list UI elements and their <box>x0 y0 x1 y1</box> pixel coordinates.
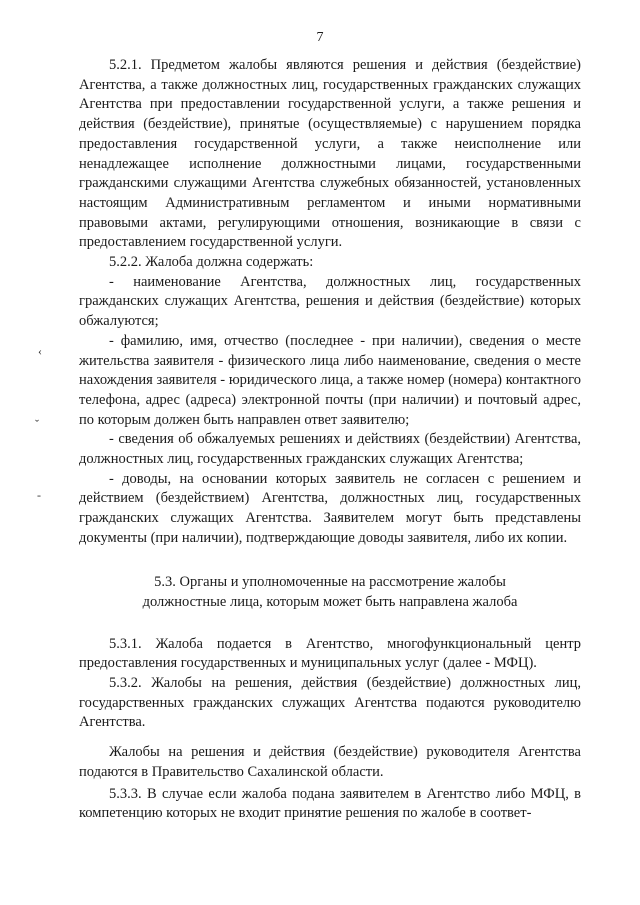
list-item-name: - наименование Агентства, должностных лиц, государственных гражданских служащих Агентства, решения и действия (бездействие) которых обжалуются; <box>79 273 581 330</box>
section-heading-line-2: должностные лица, которым может быть направлена жалоба <box>142 594 518 611</box>
section-heading-line-1: 5.3. Органы и уполномоченные на рассмотрение жалобы <box>154 573 506 590</box>
list-item-applicant-info: - фамилию, имя, отчество (последнее - при наличии), сведения о месте жительства заявителя - физического лица либо наименование, сведения о месте нахождения заявителя - юридического лица, а также номер (номера) контактного телефона, адрес (адреса) электронной почты (при наличии) и почтовый адрес, по которым должен быть направлен ответ заявителю; <box>79 332 581 428</box>
paragraph-5-3-1: 5.3.1. Жалоба подается в Агентство, многофункциональный центр предоставления государственных и муниципальных услуг (далее - МФЦ). <box>79 635 581 672</box>
list-item-arguments: - доводы, на основании которых заявитель не согласен с решением и действием (бездействием) Агентства, должностных лиц, государственных гражданских служащих Агентства. Заявителем могут быть представлены документы (при наличии), подтверждающие доводы заявителя, либо их копии. <box>79 470 581 546</box>
paragraph-5-2-2: 5.2.2. Жалоба должна содержать: <box>109 254 314 271</box>
paragraph-head-complaints: Жалобы на решения и действия (бездействие) руководителя Агентства подаются в Правительство Сахалинской области. <box>79 744 581 780</box>
section-heading-5-3 <box>79 572 581 613</box>
page-number: 7 <box>316 30 324 45</box>
margin-mark: - <box>37 488 41 502</box>
document-body <box>79 56 581 824</box>
paragraph-5-2-1: 5.2.1. Предметом жалобы являются решения и действия (бездействие) Агентства, а также должностных лиц, государственных гражданских служащих Агентства при предоставлении государственной услуги, а также решения и действия (бездействие), принятые (осуществляемые) с нарушением порядка предоставления государственной услуги, а также неисполнение или ненадлежащее исполнение должностными лицами, государственными гражданскими служащими Агентства служебных обязанностей, установленных настоящим Административным регламентом и иными нормативными правовыми актами, регулирующими отношения, возникающие в связи с предоставлением государственной услуги. <box>79 57 581 251</box>
paragraph-5-3-2: 5.3.2. Жалобы на решения, действия (бездействие) должностных лиц, государственных гражданских служащих Агентства подаются руководителю Агентства. <box>79 674 581 731</box>
margin-mark: ˇ <box>35 417 39 431</box>
paragraph-5-3-3: 5.3.3. В случае если жалоба подана заявителем в Агентство либо МФЦ, в компетенцию которых не входит принятие решения по жалобе в соответ- <box>79 785 581 822</box>
margin-mark: ‹ <box>38 344 42 358</box>
list-item-appealed-decisions: - сведения об обжалуемых решениях и действиях (бездействии) Агентства, должностных лиц, государственных гражданских служащих Агентства; <box>79 431 581 468</box>
